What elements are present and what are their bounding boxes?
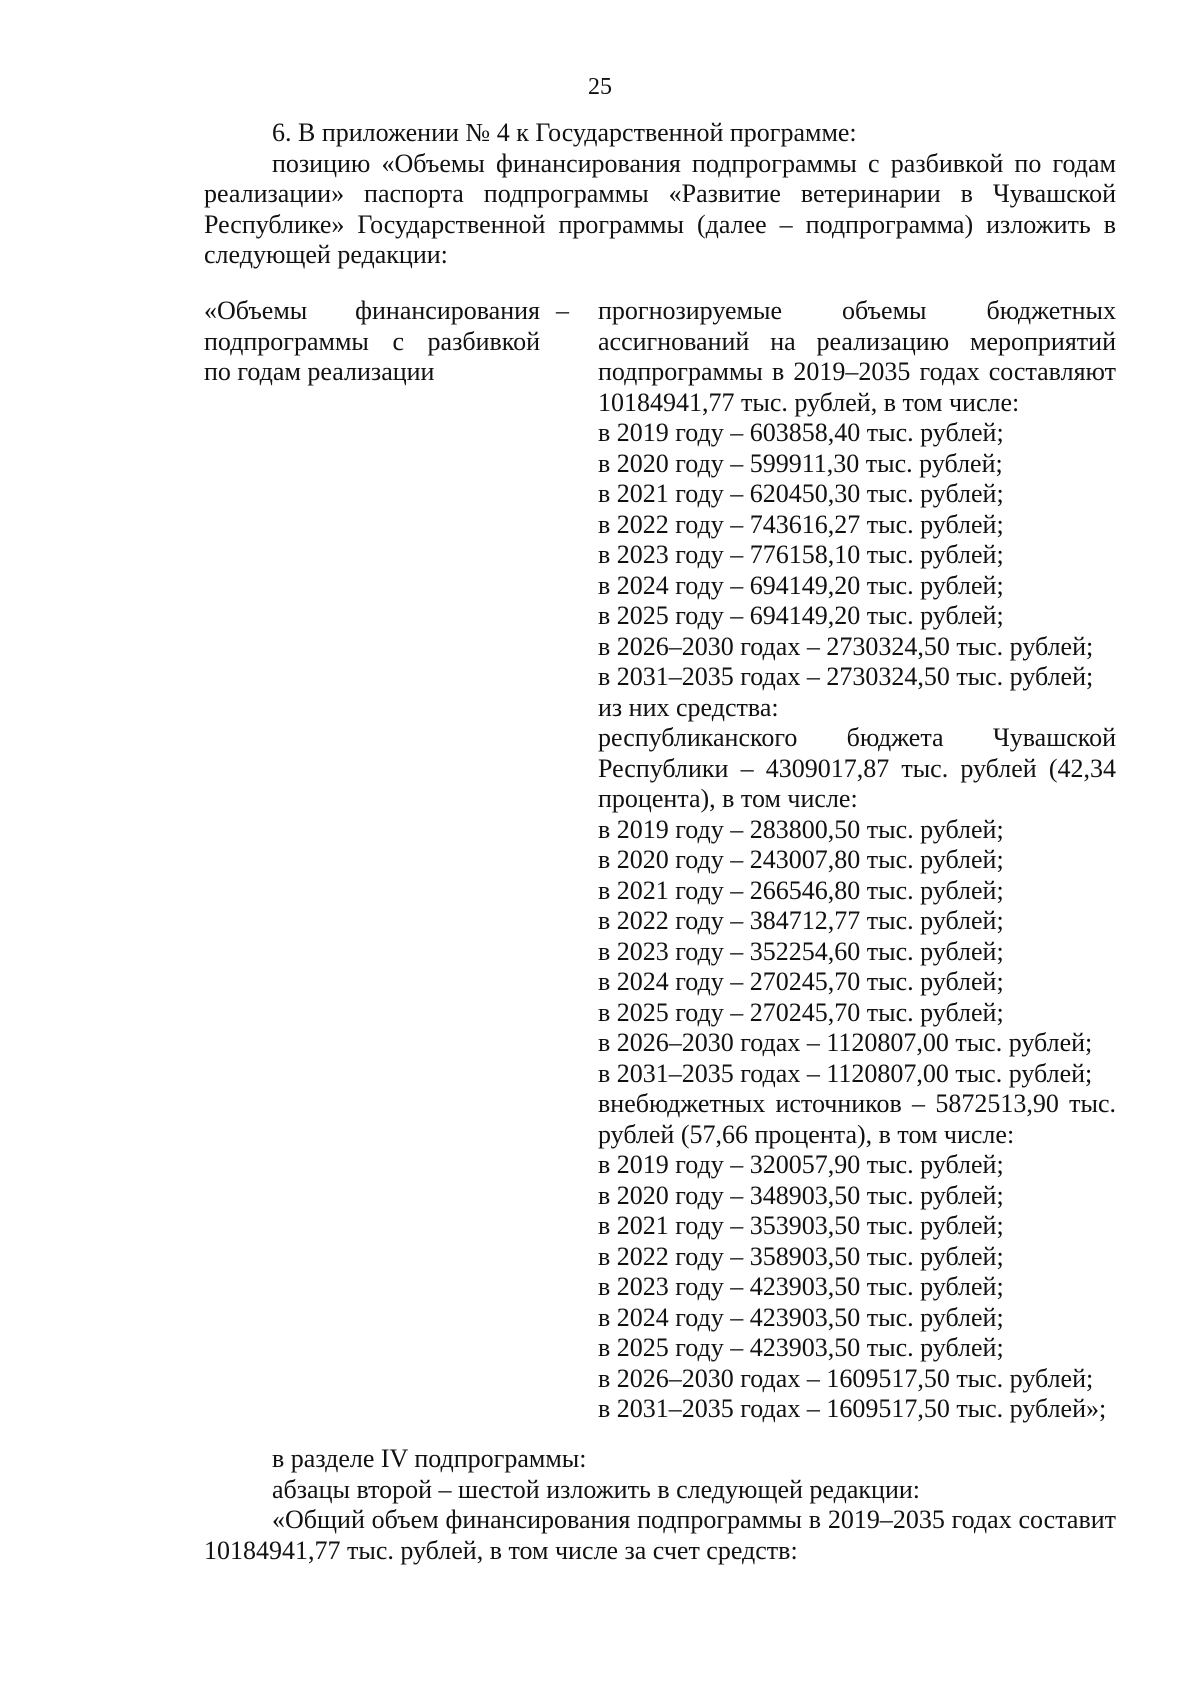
republic-budget-text: республиканского бюджета Чувашской Республики – 4309017,87 тыс. рублей (42,34 процента), в том числе: [598,723,1116,813]
passport-label [204,296,540,388]
section-paragraph: «Общий объем финансирования подпрограммы в 2019–2035 годах составит 10184941,77 тыс. рублей, в том числе за счет средств: [204,1505,1116,1565]
section-line: абзацы второй – шестой изложить в следующей редакции: [272,1474,920,1504]
extrabudgetary-by-year-list [598,1150,1116,1425]
passport-dash: – [556,296,569,325]
republic-by-year-list [598,815,1116,1090]
of-them-label: из них средства: [598,692,779,722]
passport-label-line: по годам реализации [204,357,435,386]
list-item: в 2019 году – 320057,90 тыс. рублей; [598,1150,1004,1179]
list-item: в 2020 году – 348903,50 тыс. рублей; [598,1180,1004,1210]
list-item: в 2022 году – 743616,27 тыс. рублей; [598,509,1004,539]
list-item: в 2025 году – 694149,20 тыс. рублей; [598,601,1004,630]
list-item: в 2023 году – 776158,10 тыс. рублей; [598,540,1004,569]
list-item: в 2022 году – 384712,77 тыс. рублей; [598,906,1004,935]
passport-label-line: подпрограммы с разбивкой [204,326,540,356]
section-line: в разделе IV подпрограммы: [272,1444,587,1473]
passport-value [598,296,1116,1425]
list-item: в 2026–2030 годах – 2730324,50 тыс. рублей; [598,631,1094,661]
list-item: в 2021 году – 266546,80 тыс. рублей; [598,875,1004,905]
list-item: в 2031–2035 годах – 2730324,50 тыс. рублей; [598,662,1094,691]
total-financing-text: прогнозируемые объемы бюджетных ассигнований на реализацию мероприятий подпрограммы в 2019–2035 годах составляют 10184941,77 тыс. рублей, в том числе: [598,296,1116,417]
list-item: в 2024 году – 423903,50 тыс. рублей; [598,1302,1004,1332]
list-item: в 2023 году – 423903,50 тыс. рублей; [598,1272,1004,1301]
intro-paragraph: позицию «Объемы финансирования подпрограммы с разбивкой по годам реализации» паспорта подпрограммы «Развитие ветеринарии в Чувашской Республике» Государственной программы (далее – подпрограмма) изложить в следующей редакции: [204,148,1116,269]
list-item: в 2031–2035 годах – 1609517,50 тыс. рублей»; [598,1394,1107,1423]
list-item: в 2020 году – 599911,30 тыс. рублей; [598,448,1003,478]
list-item: в 2020 году – 243007,80 тыс. рублей; [598,845,1004,874]
list-item: в 2019 году – 283800,50 тыс. рублей; [598,814,1004,844]
list-item: в 2026–2030 годах – 1609517,50 тыс. рублей; [598,1363,1094,1393]
list-item: в 2025 году – 423903,50 тыс. рублей; [598,1333,1004,1362]
total-by-year-list [598,418,1116,693]
list-item: в 2021 году – 353903,50 тыс. рублей; [598,1211,1004,1240]
extrabudgetary-text: внебюджетных источников – 5872513,90 тыс. рублей (57,66 процента), в том числе: [598,1089,1116,1149]
list-item: в 2024 году – 270245,70 тыс. рублей; [598,967,1004,996]
passport-label-line: «Объемы финансирования [204,296,540,325]
list-item: в 2025 году – 270245,70 тыс. рублей; [598,997,1004,1027]
list-item: в 2026–2030 годах – 1120807,00 тыс. рублей; [598,1028,1093,1057]
list-item: в 2023 году – 352254,60 тыс. рублей; [598,936,1004,966]
section-block [204,1444,1116,1566]
list-item: в 2021 году – 620450,30 тыс. рублей; [598,479,1004,508]
list-item: в 2024 году – 694149,20 тыс. рублей; [598,570,1004,600]
page-number: 25 [588,74,612,100]
list-item: в 2031–2035 годах – 1120807,00 тыс. рублей; [598,1058,1093,1088]
intro-item: 6. В приложении № 4 к Государственной программе: [272,118,857,147]
intro-block [204,118,1116,271]
list-item: в 2019 году – 603858,40 тыс. рублей; [598,418,1004,447]
list-item: в 2022 году – 358903,50 тыс. рублей; [598,1241,1004,1271]
